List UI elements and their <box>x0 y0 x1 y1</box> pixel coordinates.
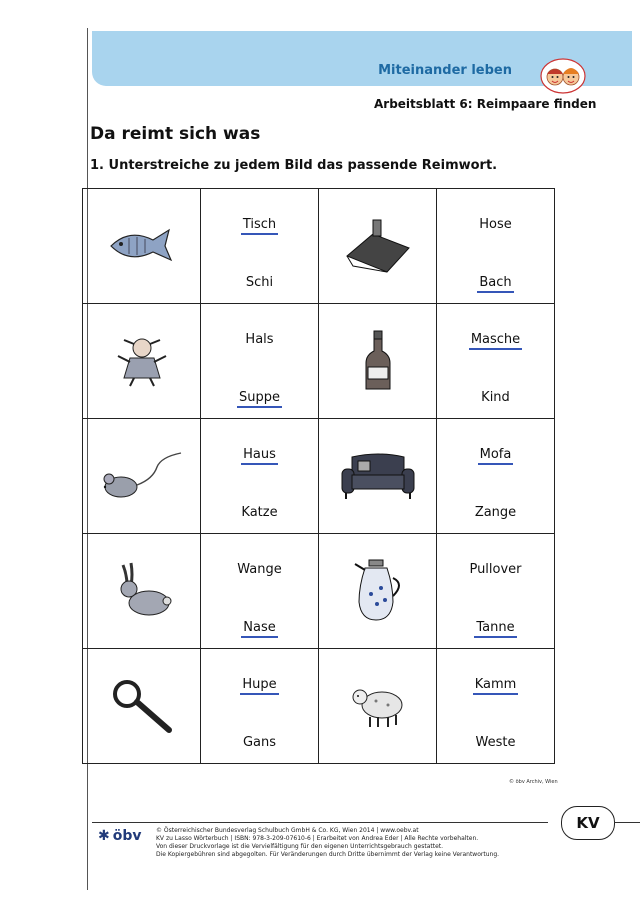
banner-title: Miteinander leben <box>378 63 512 78</box>
rhyme-word-underlined[interactable]: Bach <box>477 275 513 293</box>
word-cell <box>437 534 555 649</box>
legal-line: © Österreichischer Bundesverlag Schulbuch GmbH & Co. KG, Wien 2014 | www.oebv.at <box>156 827 419 834</box>
task-instruction: 1. Unterstreiche zu jedem Bild das passende Reimwort. <box>90 158 498 173</box>
legal-line: KV zu Lasso Wörterbuch | ISBN: 978-3-209-07610-6 | Erarbeitet von Andrea Eder | Alle Rechte vorbehalten. <box>156 835 479 842</box>
word-cell <box>437 189 555 304</box>
picture-cell <box>83 649 201 764</box>
word-cell <box>437 419 555 534</box>
word-cell <box>437 649 555 764</box>
table-row <box>83 189 555 304</box>
doll-icon <box>112 334 172 388</box>
rhyme-word-underlined[interactable]: Hupe <box>240 677 278 695</box>
word-cell <box>201 534 319 649</box>
rhyme-word-underlined[interactable]: Mofa <box>478 447 514 465</box>
jug-icon <box>351 558 405 624</box>
roof-icon <box>343 216 413 276</box>
star-icon: ✱ <box>98 828 110 844</box>
sheet-title: Arbeitsblatt 6: Reimpaare finden <box>374 97 597 111</box>
picture-cell <box>83 304 201 419</box>
picture-cell <box>319 304 437 419</box>
picture-cell <box>319 189 437 304</box>
mouse-icon <box>97 449 187 503</box>
rhyme-word[interactable]: Katze <box>241 505 278 520</box>
picture-cell <box>319 419 437 534</box>
rhyme-word[interactable]: Zange <box>474 505 517 520</box>
word-cell <box>201 304 319 419</box>
rhyme-word-underlined[interactable]: Nase <box>241 620 277 638</box>
table-row <box>83 534 555 649</box>
rhyme-word-underlined[interactable]: Masche <box>469 332 522 350</box>
picture-cell <box>319 534 437 649</box>
magnifier-icon <box>107 676 177 736</box>
word-cell <box>201 189 319 304</box>
image-credit: © öbv Archiv, Wien <box>509 779 558 785</box>
rabbit-icon <box>109 561 175 621</box>
table-row <box>83 419 555 534</box>
sofa-icon <box>338 451 418 501</box>
rhyme-word[interactable]: Hals <box>245 332 274 347</box>
rhyme-word[interactable]: Schi <box>245 275 274 290</box>
legal-notice <box>156 827 576 859</box>
rhyme-word-underlined[interactable]: Tanne <box>474 620 516 638</box>
table-row <box>83 304 555 419</box>
word-cell <box>201 649 319 764</box>
rhyme-word-underlined[interactable]: Tisch <box>241 217 278 235</box>
kv-badge: KV <box>561 806 615 840</box>
bottle-icon <box>363 329 393 393</box>
page-title: Da reimt sich was <box>90 124 261 144</box>
footer-divider <box>92 822 548 823</box>
rhyme-word[interactable]: Weste <box>475 735 516 750</box>
rhyme-word-underlined[interactable]: Suppe <box>237 390 282 408</box>
word-cell <box>437 304 555 419</box>
rhyme-word[interactable]: Pullover <box>469 562 522 577</box>
legal-line: Von dieser Druckvorlage ist die Vervielfältigung für den eigenen Unterrichtsgebrauch gestattet. <box>156 843 444 850</box>
picture-cell <box>83 534 201 649</box>
fish-icon <box>107 226 177 266</box>
rhyme-table <box>82 188 555 764</box>
lamb-icon <box>348 681 408 731</box>
publisher-logo <box>98 828 142 844</box>
rhyme-word[interactable]: Hose <box>479 217 512 232</box>
picture-cell <box>83 189 201 304</box>
footer-divider-right <box>614 822 640 823</box>
rhyme-word[interactable]: Kind <box>481 390 510 405</box>
rhyme-word-underlined[interactable]: Kamm <box>473 677 519 695</box>
picture-cell <box>83 419 201 534</box>
rhyme-word-underlined[interactable]: Haus <box>241 447 278 465</box>
kids-icon <box>540 56 586 94</box>
rhyme-word[interactable]: Wange <box>237 562 282 577</box>
picture-cell <box>319 649 437 764</box>
rhyme-word[interactable]: Gans <box>242 735 277 750</box>
word-cell <box>201 419 319 534</box>
logo-text: öbv <box>112 828 142 844</box>
table-row <box>83 649 555 764</box>
legal-line: Die Kopiergebühren sind abgegolten. Für Veränderungen durch Dritte übernimmt der Verlag keine Verantwortung. <box>156 851 500 858</box>
